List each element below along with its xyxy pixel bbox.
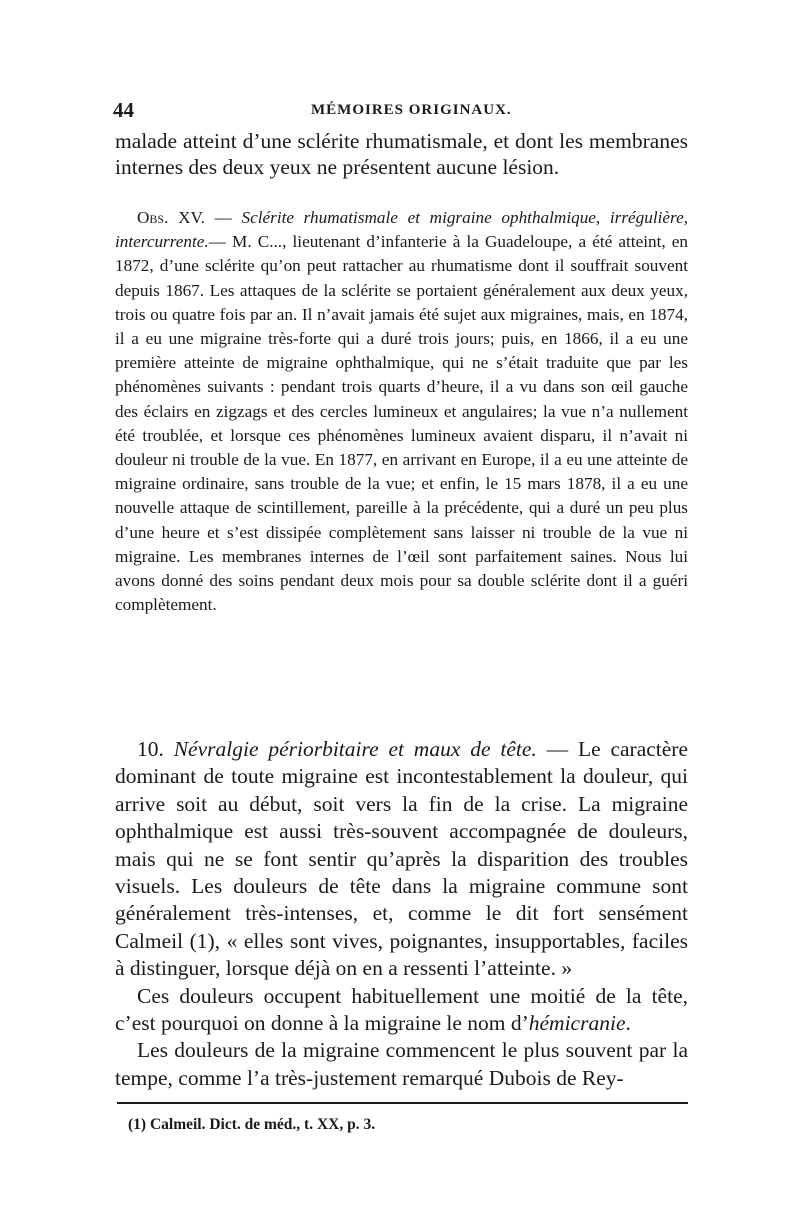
running-title: MÉMOIRES ORIGINAUX. bbox=[311, 102, 512, 118]
section-paragraph-2 bbox=[115, 983, 688, 1038]
section-paragraph-3: Les douleurs de la migraine commencent le plus souvent par la tempe, comme l’a très-justement remarqué Dubois de Rey- bbox=[115, 1038, 688, 1090]
section-block bbox=[115, 736, 688, 1092]
observation-paragraph bbox=[115, 206, 688, 617]
page-number: 44 bbox=[113, 98, 134, 122]
section-paragraph-2-term: hémicranie bbox=[528, 1011, 626, 1036]
observation-block bbox=[115, 206, 688, 617]
intro-text: malade atteint d’une sclérite rhumatismale, et dont les membranes internes des deux yeux ne présentent aucune lésion. bbox=[115, 129, 688, 179]
observation-label-number: . XV. — bbox=[164, 208, 242, 227]
page-header bbox=[113, 98, 688, 128]
section-paragraph-2-end: . bbox=[625, 1011, 631, 1036]
observation-label: Obs bbox=[137, 208, 165, 227]
observation-body: — M. C..., lieutenant d’infanterie à la Guadeloupe, a été atteint, en 1872, d’une sclérite qu’on peut rattacher au rhumatisme dont il souffrait souvent depuis 1867. Les attaques de la sclérite se portaient généralement aux deux yeux, trois ou quatre fois par an. Il n’avait jamais été sujet aux migraines, mais, en 1874, il a eu une migraine très-forte qui a duré trois jours; puis, en 1866, il a eu une première atteinte de migraine ophthalmique, qui ne s’était traduite que par les phénomènes suivants : pendant trois quarts d’heure, il a vu dans son œil gauche des éclairs en zigzags et des cercles lumineux et angulaires; la vue n’a nullement été troublée, et lorsque ces phénomènes lumineux avaient disparu, il n’avait ni douleur ni trouble de la vue. En 1877, en arrivant en Europe, il a eu une atteinte de migraine ordinaire, sans trouble de la vue; et enfin, le 15 mars 1878, il a eu une nouvelle attaque de scintillement, pareille à la précédente, qui a duré un peu plus d’une heure et s’est dissipée complètement sans laisser ni trouble de la vue ni migraine. Les membranes internes de l’œil sont parfaitement saines. Nous lui avons donné des soins pendant deux mois pour sa double sclérite dont il a guéri complètement. bbox=[115, 232, 688, 615]
section-title: Névralgie périorbitaire et maux de tête. bbox=[173, 737, 537, 761]
section-paragraph-1 bbox=[115, 736, 688, 983]
section-number: 10. bbox=[137, 737, 164, 761]
section-paragraph-2-text: Ces douleurs occupent habituellement une moitié de la tête, c’est pourquoi on donne à la migraine le nom d’ bbox=[115, 983, 688, 1036]
section-lead-text: — Le caractère dominant de toute migraine est incontestablement la douleur, qui arrive soit au début, soit vers la fin de la crise. La migraine ophthalmique est aussi très-souvent accompagnée de douleurs, mais qui ne se font sentir qu’après la disparition des troubles visuels. Les douleurs de tête dans la migraine commune sont généralement très-intenses, et, comme le dit fort sensément Calmeil (1), « elles sont vives, poignantes, insupportables, faciles à distinguer, lorsque déjà on en a ressenti l’atteinte. » bbox=[115, 737, 689, 981]
intro-paragraph bbox=[115, 128, 688, 180]
observation-title: Sclérite rhumatismale et migraine ophthalmique, irrégulière, intercurrente. bbox=[115, 208, 689, 252]
footnote-divider bbox=[117, 1102, 688, 1104]
footnote: (1) Calmeil. Dict. de méd., t. XX, p. 3. bbox=[128, 1116, 376, 1133]
